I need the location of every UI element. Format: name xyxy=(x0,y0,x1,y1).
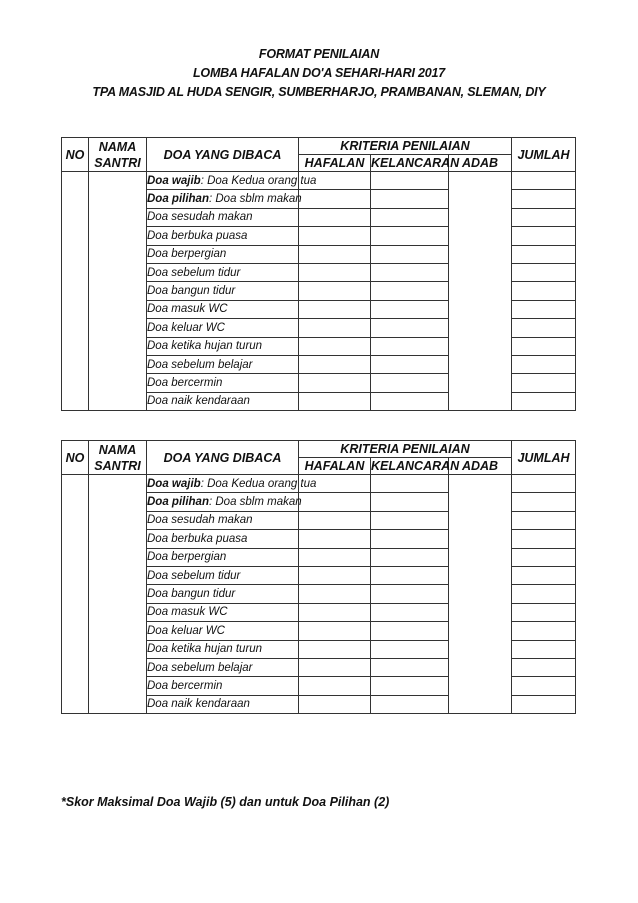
hafalan-score-cell[interactable] xyxy=(299,493,371,511)
doa-name: : Doa sblm makan xyxy=(208,496,302,509)
jumlah-cell[interactable] xyxy=(512,493,576,511)
form-title: FORMAT PENILAIAN xyxy=(258,47,380,61)
jumlah-cell[interactable] xyxy=(512,695,576,713)
doa-cell xyxy=(147,172,317,190)
doa-cell xyxy=(147,493,302,511)
hafalan-score-cell[interactable] xyxy=(299,190,371,208)
doa-cell xyxy=(147,677,299,695)
jumlah-cell[interactable] xyxy=(512,475,576,493)
jumlah-cell[interactable] xyxy=(512,640,576,658)
hafalan-score-cell[interactable] xyxy=(299,208,371,226)
header-nama-santri: NAMA SANTRI xyxy=(89,441,147,475)
doa-name: Doa bangun tidur xyxy=(147,285,236,298)
doa-name: Doa masuk WC xyxy=(147,606,228,619)
jumlah-cell[interactable] xyxy=(512,245,576,263)
jumlah-cell[interactable] xyxy=(512,319,576,337)
doa-cell xyxy=(147,658,299,676)
kelancaran-score-cell[interactable] xyxy=(371,566,449,584)
doa-category-label: Doa wajib xyxy=(147,174,201,187)
hafalan-score-cell[interactable] xyxy=(299,511,371,529)
kelancaran-score-cell[interactable] xyxy=(371,374,449,392)
jumlah-cell[interactable] xyxy=(512,263,576,281)
hafalan-score-cell[interactable] xyxy=(299,640,371,658)
doa-name: : Doa sblm makan xyxy=(208,193,302,206)
header-adab: ADAB xyxy=(449,155,512,172)
jumlah-cell[interactable] xyxy=(512,585,576,603)
doa-cell xyxy=(147,190,302,208)
hafalan-score-cell[interactable] xyxy=(299,530,371,548)
kelancaran-score-cell[interactable] xyxy=(371,282,449,300)
hafalan-score-cell[interactable] xyxy=(299,392,371,410)
doa-cell xyxy=(147,603,299,621)
header-kelancaran: KELANCARAN xyxy=(371,156,460,170)
jumlah-cell[interactable] xyxy=(512,392,576,410)
jumlah-cell[interactable] xyxy=(512,300,576,318)
doa-cell xyxy=(147,585,299,603)
hafalan-score-cell[interactable] xyxy=(299,282,371,300)
jumlah-cell[interactable] xyxy=(512,227,576,245)
no-cell[interactable] xyxy=(62,475,89,714)
jumlah-cell[interactable] xyxy=(512,337,576,355)
jumlah-cell[interactable] xyxy=(512,374,576,392)
doa-cell xyxy=(147,263,299,281)
kelancaran-score-cell[interactable] xyxy=(371,208,449,226)
hafalan-score-cell[interactable] xyxy=(299,658,371,676)
jumlah-cell[interactable] xyxy=(512,355,576,373)
footnote: *Skor Maksimal Doa Wajib (5) dan untuk Doa Pilihan (2) xyxy=(61,795,390,809)
doa-category-label: Doa wajib xyxy=(147,477,201,490)
doa-cell xyxy=(147,355,299,373)
doa-cell xyxy=(147,227,299,245)
doa-name: Doa keluar WC xyxy=(147,624,225,637)
doa-name: Doa berpergian xyxy=(147,551,227,564)
doa-cell xyxy=(147,695,299,713)
header-adab: ADAB xyxy=(449,458,512,475)
doa-cell xyxy=(147,548,299,566)
doa-name: Doa berbuka puasa xyxy=(147,229,248,242)
doa-cell xyxy=(147,475,317,493)
doa-name: Doa sesudah makan xyxy=(147,211,253,224)
hafalan-score-cell[interactable] xyxy=(299,374,371,392)
hafalan-score-cell[interactable] xyxy=(299,319,371,337)
doa-name: Doa berbuka puasa xyxy=(147,532,248,545)
venue-title: TPA MASJID AL HUDA SENGIR, SUMBERHARJO, PRAMBANAN, SLEMAN, DIY xyxy=(92,85,546,99)
doa-cell xyxy=(147,622,299,640)
doa-category-label: Doa pilihan xyxy=(147,193,209,206)
doa-name: : Doa Kedua orang tua xyxy=(200,174,317,187)
header-no: NO xyxy=(62,138,89,172)
kelancaran-score-cell[interactable] xyxy=(371,319,449,337)
jumlah-cell[interactable] xyxy=(512,208,576,226)
doa-name: Doa bangun tidur xyxy=(147,588,236,601)
doa-name: Doa bercermin xyxy=(147,376,223,389)
kelancaran-score-cell[interactable] xyxy=(371,300,449,318)
doa-cell xyxy=(147,392,299,410)
kelancaran-score-cell[interactable] xyxy=(371,677,449,695)
hafalan-score-cell[interactable] xyxy=(299,695,371,713)
doa-cell xyxy=(147,319,299,337)
header-hafalan: HAFALAN xyxy=(299,458,371,475)
header-kelancaran: KELANCARAN xyxy=(371,459,460,473)
kelancaran-score-cell[interactable] xyxy=(371,493,449,511)
header-jumlah: JUMLAH xyxy=(512,441,576,475)
hafalan-score-cell[interactable] xyxy=(299,622,371,640)
hafalan-score-cell[interactable] xyxy=(299,263,371,281)
doa-cell xyxy=(147,511,299,529)
kelancaran-score-cell[interactable] xyxy=(371,603,449,621)
jumlah-cell[interactable] xyxy=(512,530,576,548)
hafalan-score-cell[interactable] xyxy=(299,245,371,263)
nama-santri-cell[interactable] xyxy=(89,172,147,411)
doa-cell xyxy=(147,566,299,584)
hafalan-score-cell[interactable] xyxy=(299,300,371,318)
header-jumlah: JUMLAH xyxy=(512,138,576,172)
header-kriteria: KRITERIA PENILAIAN xyxy=(299,441,512,458)
doa-cell xyxy=(147,245,299,263)
table-row xyxy=(62,172,576,190)
hafalan-score-cell[interactable] xyxy=(299,677,371,695)
header-no: NO xyxy=(62,441,89,475)
jumlah-cell[interactable] xyxy=(512,658,576,676)
kelancaran-score-cell[interactable] xyxy=(371,355,449,373)
hafalan-score-cell[interactable] xyxy=(299,566,371,584)
doa-cell xyxy=(147,530,299,548)
hafalan-score-cell[interactable] xyxy=(299,603,371,621)
doa-name: Doa bercermin xyxy=(147,679,223,692)
kelancaran-score-cell[interactable] xyxy=(371,658,449,676)
hafalan-score-cell[interactable] xyxy=(299,585,371,603)
doa-name: Doa sesudah makan xyxy=(147,514,253,527)
doa-cell xyxy=(147,374,299,392)
doa-name: Doa masuk WC xyxy=(147,303,228,316)
hafalan-score-cell[interactable] xyxy=(299,227,371,245)
kelancaran-score-cell[interactable] xyxy=(371,475,449,493)
adab-score-cell[interactable] xyxy=(449,172,512,411)
kelancaran-score-cell[interactable] xyxy=(371,190,449,208)
jumlah-cell[interactable] xyxy=(512,172,576,190)
adab-score-cell[interactable] xyxy=(449,475,512,714)
hafalan-score-cell[interactable] xyxy=(299,337,371,355)
header-doa: DOA YANG DIBACA xyxy=(147,441,299,475)
jumlah-cell[interactable] xyxy=(512,677,576,695)
kelancaran-score-cell[interactable] xyxy=(371,530,449,548)
score-table xyxy=(61,137,576,411)
doa-name: Doa berpergian xyxy=(147,248,227,261)
doa-name: Doa sebelum belajar xyxy=(147,661,253,674)
jumlah-cell[interactable] xyxy=(512,190,576,208)
doa-name: Doa naik kendaraan xyxy=(147,698,250,711)
jumlah-cell[interactable] xyxy=(512,548,576,566)
competition-title: LOMBA HAFALAN DO'A SEHARI-HARI 2017 xyxy=(192,66,445,80)
kelancaran-score-cell[interactable] xyxy=(371,245,449,263)
no-cell[interactable] xyxy=(62,172,89,411)
doa-name: Doa ketika hujan turun xyxy=(147,340,263,353)
score-table xyxy=(61,440,576,714)
hafalan-score-cell[interactable] xyxy=(299,355,371,373)
jumlah-cell[interactable] xyxy=(512,622,576,640)
nama-santri-cell[interactable] xyxy=(89,475,147,714)
jumlah-cell[interactable] xyxy=(512,603,576,621)
doa-name: Doa keluar WC xyxy=(147,321,225,334)
kelancaran-score-cell[interactable] xyxy=(371,263,449,281)
jumlah-cell[interactable] xyxy=(512,511,576,529)
doa-name: : Doa Kedua orang tua xyxy=(200,477,317,490)
kelancaran-score-cell[interactable] xyxy=(371,337,449,355)
doa-name: Doa sebelum tidur xyxy=(147,569,241,582)
doa-category-label: Doa pilihan xyxy=(147,496,209,509)
doa-cell xyxy=(147,640,299,658)
hafalan-score-cell[interactable] xyxy=(299,548,371,566)
kelancaran-score-cell[interactable] xyxy=(371,695,449,713)
kelancaran-score-cell[interactable] xyxy=(371,392,449,410)
kelancaran-score-cell[interactable] xyxy=(371,548,449,566)
doa-cell xyxy=(147,300,299,318)
jumlah-cell[interactable] xyxy=(512,566,576,584)
kelancaran-score-cell[interactable] xyxy=(371,511,449,529)
kelancaran-score-cell[interactable] xyxy=(371,227,449,245)
doa-name: Doa sebelum belajar xyxy=(147,358,253,371)
doa-cell xyxy=(147,337,299,355)
doa-cell xyxy=(147,208,299,226)
doa-name: Doa naik kendaraan xyxy=(147,395,250,408)
kelancaran-score-cell[interactable] xyxy=(371,640,449,658)
kelancaran-score-cell[interactable] xyxy=(371,172,449,190)
kelancaran-score-cell[interactable] xyxy=(371,585,449,603)
doa-name: Doa ketika hujan turun xyxy=(147,643,263,656)
header-doa: DOA YANG DIBACA xyxy=(147,138,299,172)
kelancaran-score-cell[interactable] xyxy=(371,622,449,640)
table-row xyxy=(62,475,576,493)
header-kriteria: KRITERIA PENILAIAN xyxy=(299,138,512,155)
header-nama-santri: NAMA SANTRI xyxy=(89,138,147,172)
jumlah-cell[interactable] xyxy=(512,282,576,300)
doa-name: Doa sebelum tidur xyxy=(147,266,241,279)
header-hafalan: HAFALAN xyxy=(299,155,371,172)
doa-cell xyxy=(147,282,299,300)
